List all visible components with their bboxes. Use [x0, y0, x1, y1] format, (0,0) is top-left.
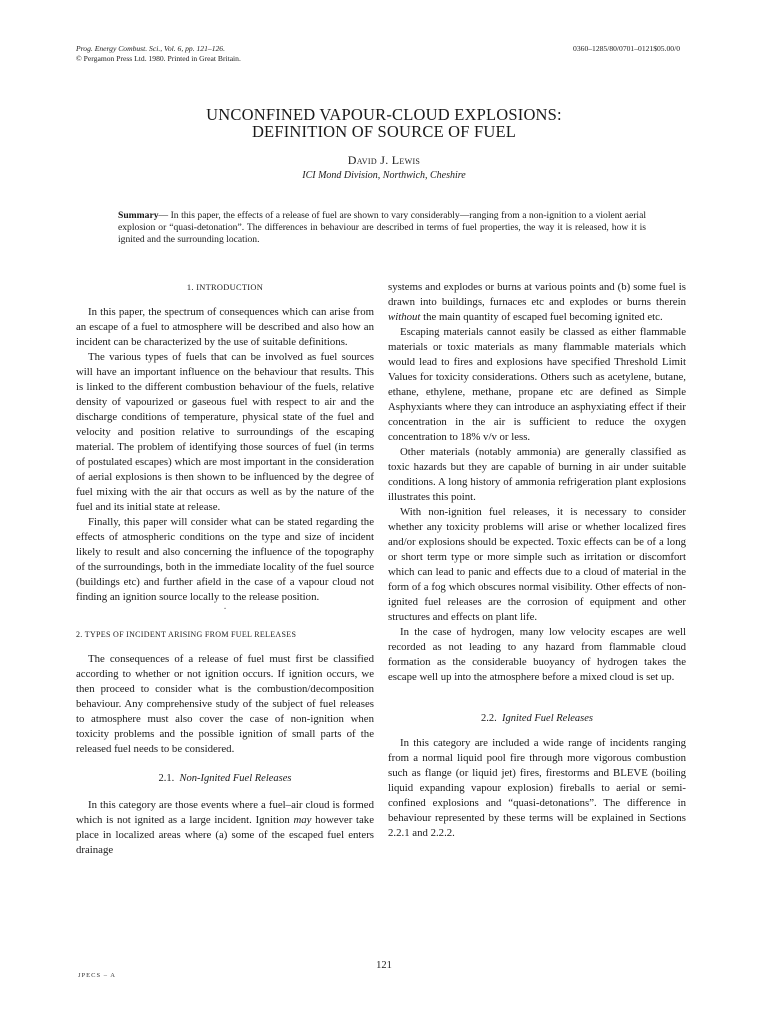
author-affiliation: ICI Mond Division, Northwich, Cheshire: [302, 170, 466, 181]
paragraph: systems and explodes or burns at various points and (b) some fuel is drawn into buildings, furnaces etc and explodes or burns therein without the main quantity of escaped fuel becoming ignited etc.: [388, 281, 686, 323]
article-code: 0360–1285/80/0701–0121$05.00/0: [573, 44, 680, 53]
section-heading-introduction: 1. INTRODUCTION: [186, 283, 264, 292]
stray-dot: ·: [223, 604, 227, 615]
right-column: [388, 280, 686, 841]
title-line-2: DEFINITION OF SOURCE OF FUEL: [251, 122, 517, 141]
paper-title: [0, 106, 768, 140]
paragraph: In this paper, the spectrum of consequences which can arise from an escape of a fuel to atmosphere will be described and also how an incident can be characterized by the use of suitable definitions.: [76, 306, 374, 348]
section-heading-types-of-incident: 2. TYPES OF INCIDENT ARISING FROM FUEL RELEASES: [76, 630, 297, 639]
paragraph: In the case of hydrogen, many low velocity escapes are well recorded as not leading to any hazard from flammable cloud formation as the considerable buoyancy of hydrogen takes the escape well up into the atmosphere before a mixed cloud is set up.: [388, 626, 686, 683]
paragraph: In this category are those events where a fuel–air cloud is formed which is not ignited as a large incident. Ignition may however take place in localized areas where (a) some of the escaped fuel enters drainage: [76, 799, 374, 856]
left-column: [76, 280, 374, 858]
paragraph: Escaping materials cannot easily be classed as either flammable materials or toxic materials as many flammable materials which would lead to fires and explosions have specified Threshold Limit Values for toxicity considerations. Others such as acetylene, butane, ethane, ethylene, methane, propane etc are defined as Simple Asphyxiants where they can introduce an asphyxiating effect if their concentration in the air is sufficient to reduce the oxygen concentration to 18% v/v or less.: [388, 326, 686, 443]
paragraph: Finally, this paper will consider what can be stated regarding the effects of atmospheric conditions on the type and size of incident likely to result and also concerning the influence of the topography of the surroundings, both in the immediate locality of the fuel source (buildings etc) and further afield in the case of a vapour cloud not finding an ignition source locally to the release position.: [76, 516, 374, 603]
summary-text: — In this paper, the effects of a release of fuel are shown to vary considerably—ranging from a non-ignition to a violent aerial explosion or “quasi-detonation”. The differences in behaviour are described in terms of fuel properties, the way it is released, how it is ignited and the surrounding location.: [118, 210, 646, 245]
title-line-1: UNCONFINED VAPOUR-CLOUD EXPLOSIONS:: [206, 105, 562, 124]
paragraph: In this category are included a wide range of incidents ranging from a normal liquid pool fire through more vigorous combustion such as flange (or liquid jet) fires, firestorms and BLEVE (boiling liquid expanding vapour explosion) fireballs to aerial or semi-confined explosions and “quasi-detonations”. The difference in behaviour represented by these terms will be explained in Sections 2.2.1 and 2.2.2.: [388, 737, 686, 839]
summary-block: [118, 210, 646, 246]
subsection-heading-2-2: 2.2. Ignited Fuel Releases: [481, 713, 593, 724]
author-name: David J. Lewis: [347, 153, 421, 167]
summary-label: Summary: [118, 210, 159, 221]
subsection-heading-2-1: 2.1. Non-Ignited Fuel Releases: [158, 773, 292, 784]
paragraph: With non-ignition fuel releases, it is necessary to consider whether any toxicity problems will arise or whether localized fires and/or explosions should be expected. Toxic effects can be of a long or short term type or more simple such as irritation or discomfort which can lead to panic and effects due to a cloud of material in the form of a fog which obscures normal visibility. Other effects of non-ignited fuel releases are the corrosion of equipment and other structures and effects on plant life.: [388, 506, 686, 623]
paragraph: Other materials (notably ammonia) are generally classified as toxic hazards but they are capable of burning in air under suitable conditions. A long history of ammonia refrigeration plant explosions illustrates this point.: [388, 446, 686, 503]
publisher-line: © Pergamon Press Ltd. 1980. Printed in Great Britain.: [76, 54, 241, 63]
paragraph: The consequences of a release of fuel must first be classified according to whether or not ignition occurs. If ignition occurs, we then proceed to consider what is the combustion/decomposition behaviour. Any comprehensive study of the subject of fuel releases to atmosphere must also cover the case of non-ignition when toxicity problems and the possible ignition of small parts of the released fuel needs to be considered.: [76, 653, 374, 755]
journal-citation: Prog. Energy Combust. Sci., Vol. 6, pp. 121–126.: [76, 44, 225, 53]
page-number: 121: [376, 960, 392, 971]
footer-code: JPECS – A: [78, 972, 116, 979]
running-header-left: [76, 44, 241, 64]
paragraph: The various types of fuels that can be involved as fuel sources will have an important influence on the behaviour that results. This is linked to the different combustion behaviour of the fuels, relative density of vapourized or gaseous fuel with respect to air and the discharge conditions of temperature, physical state of the fuel and velocity and position relative to surroundings of the escaping material. The problem of identifying those sources of fuel (in terms of postulated escapes) which are most important in the consideration of aerial explosions is then shown to be influenced by the degree of fuel mixing with the air that occurs as well as by the nature of the fuel and its initial state at release.: [76, 351, 374, 513]
